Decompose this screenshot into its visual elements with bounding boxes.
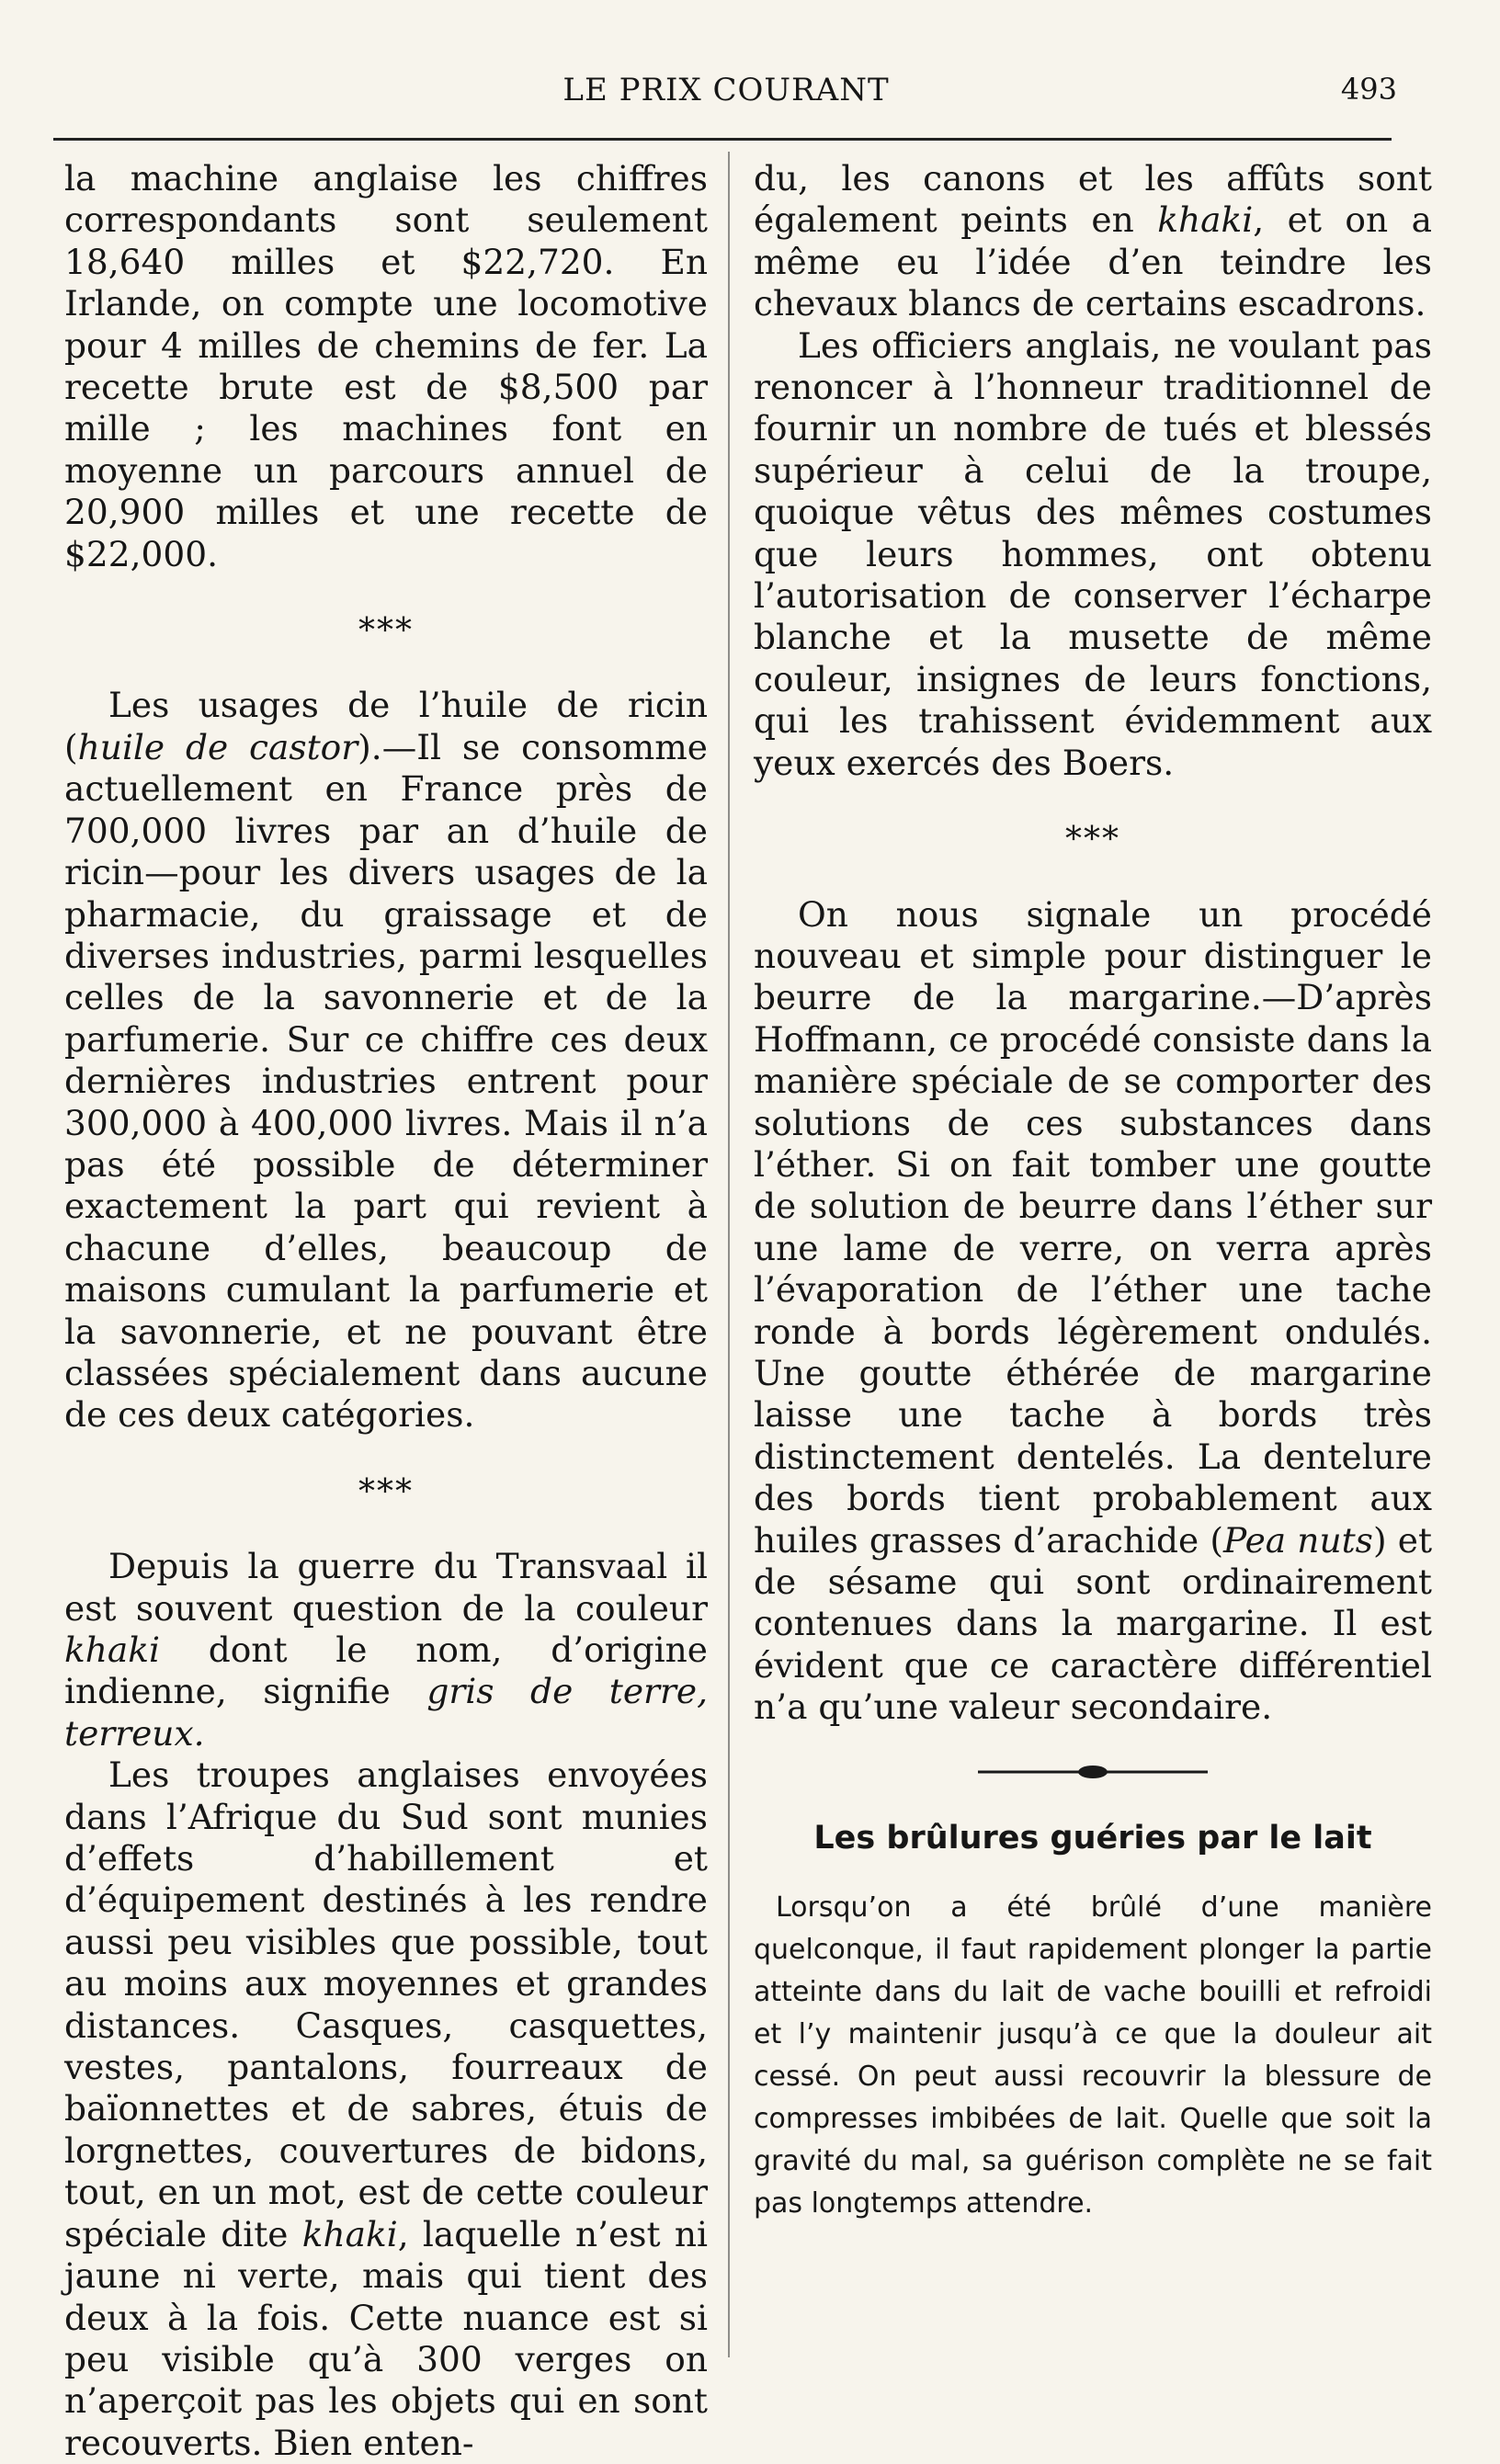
right-column (754, 158, 1432, 2225)
asterism-divider (64, 1471, 708, 1513)
section-body (754, 1887, 1432, 2225)
paragraph-butter-margarine (754, 894, 1432, 1729)
paragraph-english-officers: Les officiers anglais, ne voulant pas renoncer à l’honneur traditionnel de fournir un nombre de tués et blessés supérieur à celui de la troupe, quoique vêtus des mêmes costumes que leurs hommes, ont obtenu l’autorisation de conserver l’écharpe blanche et la musette de même couleur, insignes de leurs fonctions, qui les trahissent évidemment aux yeux exercés des Boers. (754, 324, 1432, 783)
column-divider (728, 152, 730, 2357)
header-rule (53, 138, 1392, 141)
running-head (55, 72, 1397, 118)
khaki-intro-mid: dont le nom, d’origine indienne, signifie (64, 1629, 708, 1712)
paragraph-khaki-continued (754, 158, 1432, 325)
asterism-divider (64, 610, 708, 652)
butter-rest: ) et de sésame qui sont ordinairement contenues dans la margarine. Il est évident que ce caractère différentiel n’a qu’une valeur secondaire. (754, 1519, 1433, 1728)
running-title: LE PRIX COURANT (562, 72, 890, 108)
page-number: 493 (1340, 72, 1397, 107)
section-title: Les brûlures guéries par le lait (813, 1819, 1372, 1857)
fleuron-ornament (978, 1762, 1208, 1782)
castor-oil-italic: huile de castor (77, 726, 358, 767)
castor-oil-rest: ).—Il se consomme actuellement en France près de 700,000 livres par an d’huile de ricin—pour les divers usages de la pharmacie, du graissage et de diverses industries, parmi lesquelles celles de la savonnerie et de la parfumerie. Sur ce chiffre ces deux dernières industries entrent pour 300,000 à 400,000 livres. Mais il n’a pas été possible de déterminer exactement la part qui revient à chacune d’elles, beaucoup de maisons cumulant la parfumerie et la savonnerie, et ne pouvant être classées spécialement dans aucune de ces deux catégories. (64, 726, 708, 1436)
asterism-text: *** (1065, 821, 1120, 859)
troops-lead: Les troupes anglaises envoyées dans l’Afrique du Sud sont munies d’effets d’habillement et d’équipement destinés à les rendre aussi peu visibles que possible, tout au moins aux moyennes et grandes distances. Casques, casquettes, vestes, pantalons, fourreaux de baïonnettes et de sabres, étuis de lorgnettes, couvertures de bidons, tout, en un mot, est de cette couleur spéciale dite (64, 1754, 708, 2254)
castor-oil-lead: Les usages de l’huile de ricin ( (64, 685, 708, 767)
khaki-cont-italic: khaki (1157, 199, 1254, 241)
asterism-text: *** (358, 1472, 414, 1511)
asterism-divider (754, 819, 1432, 860)
khaki-intro-lead: Depuis la guerre du Transvaal il est souvent question de la couleur (64, 1546, 708, 1629)
paragraph-troops-equipment (64, 1754, 708, 2464)
left-column (64, 158, 708, 2464)
butter-lead: On nous signale un procédé nouveau et simple pour distinguer le beurre de la margarine.—D’après Hoffmann, ce procédé consiste dans la manière spéciale de se comporter des solutions de ces substances dans l’éther. Si on fait tomber une goutte de solution de beurre dans l’éther sur une lame de verre, on verra après l’évaporation de l’éther une tache ronde à bords légèrement ondulés. Une goutte éthérée de margarine laisse une tache à bords très distinctement dentelés. La dentelure des bords tient probablement aux huiles grasses d’arachide ( (754, 893, 1432, 1561)
khaki-cont-rest: , et on a même eu l’idée d’en teindre les chevaux blancs de certains escadrons. (754, 199, 1432, 324)
troops-italic: khaki (301, 2213, 398, 2254)
paragraph-locomotive-statistics: la machine anglaise les chiffres correspondants sont seulement 18,640 milles et $22,720. En Irlande, on compte une locomotive pour 4 milles de chemins de fer. La recette brute est de $8,500 par mille ; les machines font en moyenne un parcours annuel de 20,900 milles et une recette de $22,000. (64, 158, 708, 574)
paragraph-burns-milk: Lorsqu’on a été brûlé d’une manière quelconque, il faut rapidement plonger la partie atteinte dans du lait de vache bouilli et refroidi et l’y maintenir jusqu’à ce que la douleur ait cessé. On peut aussi recouvrir la blessure de compresses imbibées de lait. Quelle que soit la gravité du mal, sa guérison complète ne se fait pas longtemps attendre. (754, 1891, 1432, 2220)
asterism-text: *** (358, 612, 414, 651)
butter-italic: Pea nuts (1223, 1519, 1373, 1561)
paragraph-castor-oil (64, 685, 708, 1436)
troops-rest: , laquelle n’est ni jaune ni verte, mais qui tient des deux à la fois. Cette nuance est si peu visible qu’à 300 verges on n’aperçoit pas les objets qui en sont recouverts. Bien enten- (64, 2213, 708, 2463)
khaki-intro-italic: khaki (64, 1629, 160, 1670)
khaki-intro-italic-2: gris de terre, terreux. (64, 1671, 708, 1754)
khaki-cont-lead: du, les canons et les affûts sont également peints en (754, 158, 1432, 241)
paragraph-khaki-intro (64, 1546, 708, 1754)
